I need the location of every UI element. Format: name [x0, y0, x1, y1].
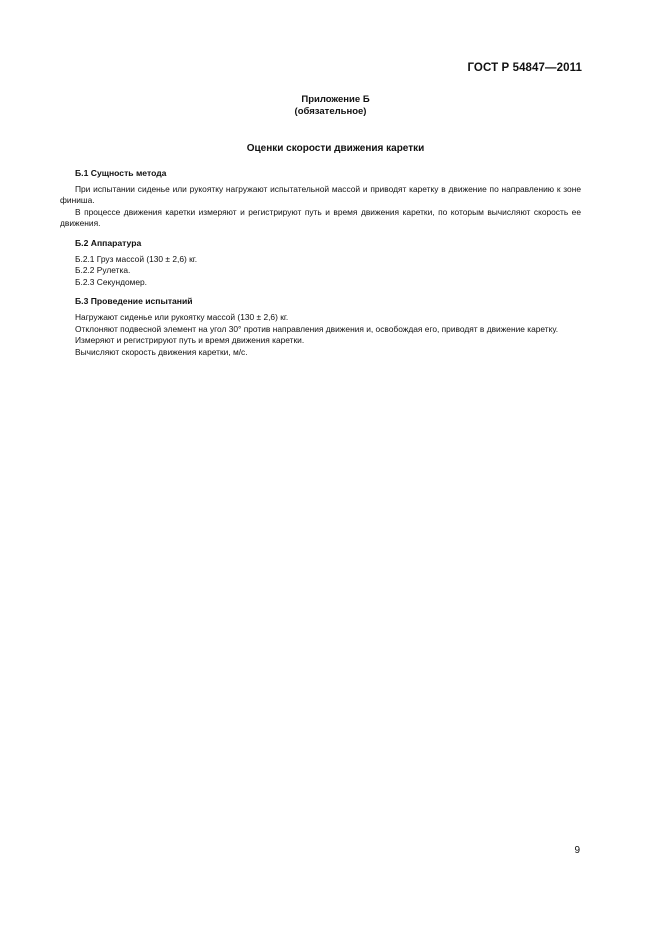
annex-status: (обязательное)	[294, 106, 367, 117]
page-number: 9	[574, 845, 580, 856]
document-body	[60, 168, 581, 366]
section-b2	[60, 238, 581, 288]
section-b1	[60, 168, 581, 230]
annex-heading	[0, 94, 661, 118]
section-b2-item-1: Б.2.1 Груз массой (130 ± 2,6) кг.	[75, 253, 198, 264]
section-b3	[60, 296, 581, 358]
section-b2-heading: Б.2 Аппаратура	[75, 237, 142, 248]
section-b1-heading: Б.1 Сущность метода	[75, 168, 167, 178]
document-code: ГОСТ Р 54847—2011	[467, 62, 582, 74]
section-b3-paragraph-4: Вычисляют скорость движения каретки, м/с.	[75, 346, 248, 357]
section-b3-paragraph-3: Измеряют и регистрируют путь и время движения каретки.	[75, 335, 305, 346]
annex-title: Приложение Б	[301, 94, 370, 105]
section-b1-paragraph-1: При испытании сиденье или рукоятку нагружают испытательной массой и приводят каретку в движение по направлению к зоне финиша.	[60, 183, 581, 206]
section-b3-paragraph-1: Нагружают сиденье или рукоятку массой (130 ± 2,6) кг.	[75, 311, 289, 322]
section-b3-paragraph-2: Отклоняют подвесной элемент на угол 30° против направления движения и, освобождая его, приводят в движение каретку.	[75, 323, 559, 334]
section-b1-paragraph-2: В процессе движения каретки измеряют и регистрируют путь и время движения каретки, по которым вычисляют скорость ее движения.	[60, 206, 581, 229]
section-b3-heading: Б.3 Проведение испытаний	[75, 296, 193, 307]
section-b2-item-2: Б.2.2 Рулетка.	[75, 265, 131, 276]
section-b2-item-3: Б.2.3 Секундомер.	[75, 276, 148, 287]
annex-main-title: Оценки скорости движения каретки	[246, 143, 425, 154]
